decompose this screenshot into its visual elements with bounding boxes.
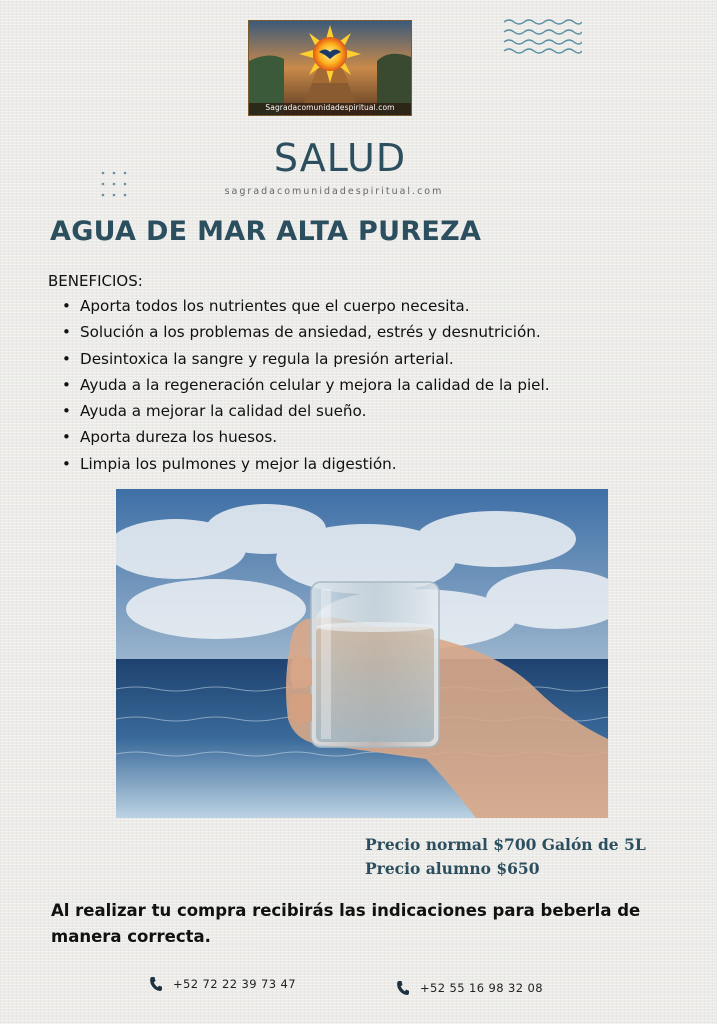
price-normal: Precio normal $700 Galón de 5L xyxy=(365,835,646,854)
phone-icon xyxy=(396,980,410,996)
benefits-list xyxy=(58,293,698,477)
benefit-item: • Aporta dureza los huesos. xyxy=(58,424,698,450)
page-title: SALUD xyxy=(273,136,407,180)
benefit-item: • Aporta todos los nutrientes que el cuerpo necesita. xyxy=(58,293,698,319)
phone-number: +52 72 22 39 73 47 xyxy=(173,977,296,991)
phone-icon xyxy=(149,976,163,992)
price-student: Precio alumno $650 xyxy=(365,859,540,878)
contact-phone-1[interactable] xyxy=(149,976,296,992)
benefit-item: • Ayuda a mejorar la calidad del sueño. xyxy=(58,398,698,424)
wave-lines-icon xyxy=(502,18,582,58)
benefit-item: • Ayuda a la regeneración celular y mejora la calidad de la piel. xyxy=(58,372,698,398)
purchase-notice: Al realizar tu compra recibirás las indicaciones para beberla de manera correcta. xyxy=(51,901,641,946)
benefits-label: BENEFICIOS: xyxy=(48,272,143,290)
brand-logo xyxy=(248,20,412,116)
product-photo xyxy=(116,489,608,818)
website-url: sagradacomunidadespiritual.com xyxy=(224,186,444,197)
contact-phone-2[interactable] xyxy=(396,980,543,996)
prices-block xyxy=(365,833,646,881)
sun-eagle-pyramid-icon xyxy=(249,21,411,115)
benefit-item: • Solución a los problemas de ansiedad, estrés y desnutrición. xyxy=(58,319,698,345)
product-heading: AGUA DE MAR ALTA PUREZA xyxy=(50,216,482,247)
benefit-item: • Limpia los pulmones y mejor la digestión. xyxy=(58,451,698,477)
logo-website-text: Sagradacomunidadespiritual.com xyxy=(265,103,395,112)
phone-number: +52 55 16 98 32 08 xyxy=(420,981,543,995)
benefit-item: • Desintoxica la sangre y regula la presión arterial. xyxy=(58,346,698,372)
